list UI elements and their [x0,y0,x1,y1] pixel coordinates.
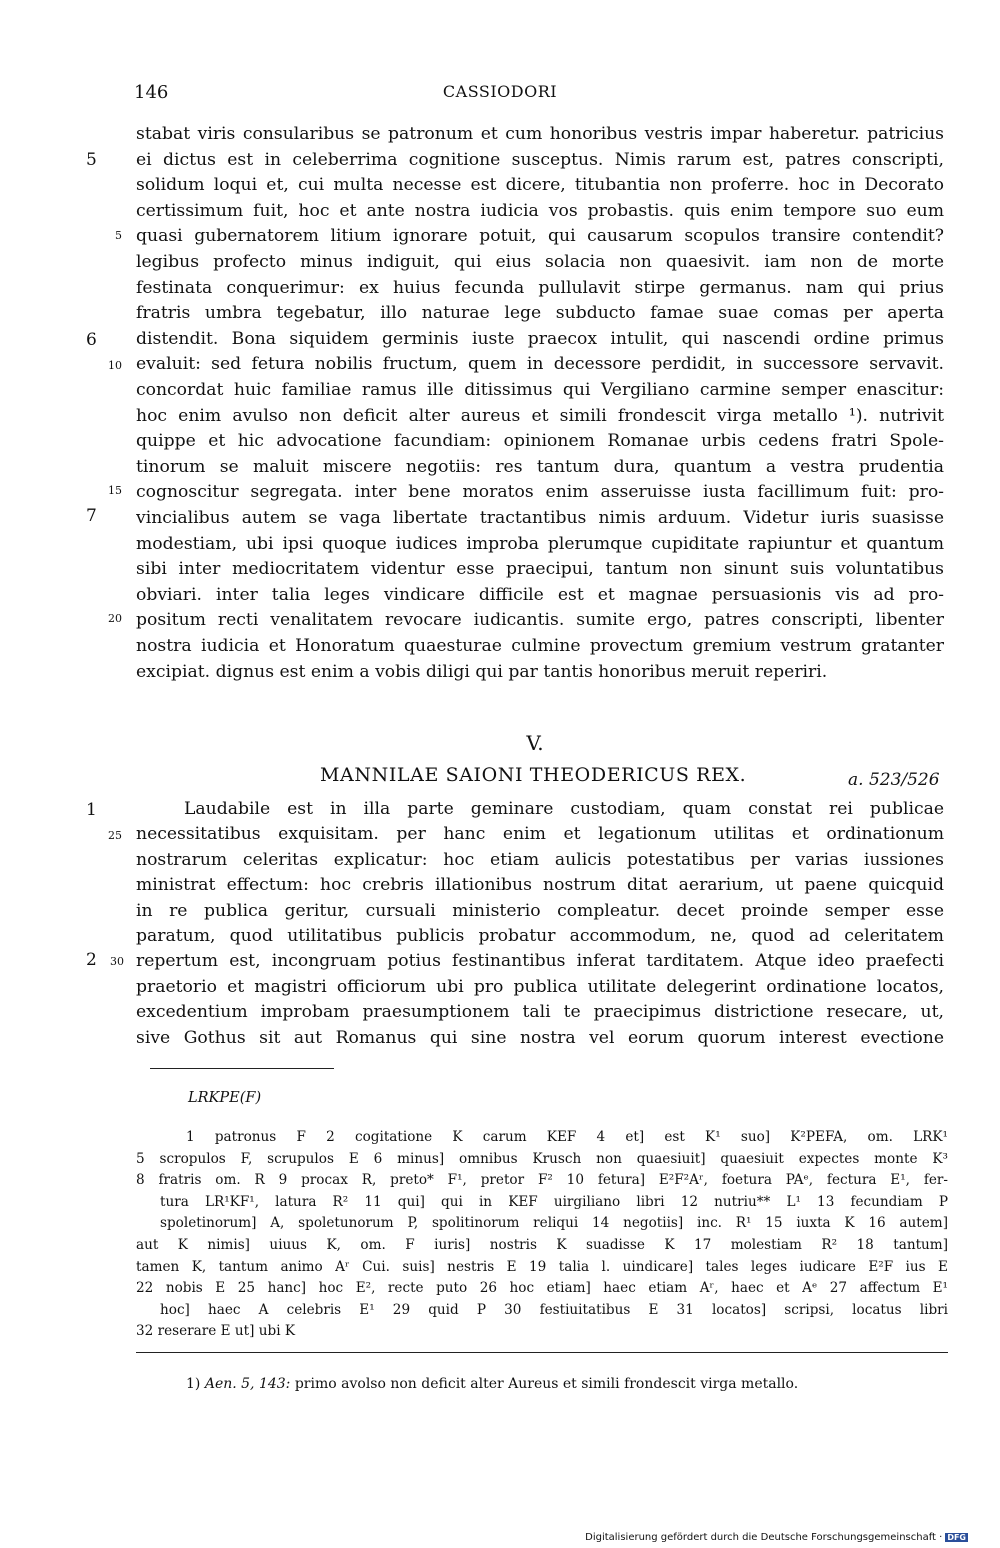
section-marker: 6 [86,330,97,350]
section-marker: 5 [86,150,97,170]
letter-line: praetorio et magistri officiorum ubi pro publica utilitate delegerint ordinatione locatos, [136,976,944,997]
footnote-source: Aen. 5, 143: [204,1376,291,1392]
text-line: cognoscitur segregata. inter bene moratos enim asseruisse iusta facillimum fuit: pro- [136,482,944,503]
text-line: fratris umbra tegebatur, illo naturae lege subducto famae suae comas per aperta [136,303,944,324]
apparatus-line: 8 fratris om. R 9 procax R, preto* F¹, pretor F² 10 fetura] E²F²Aʳ, foetura PAᵉ, fectura E¹, fer- [136,1172,948,1189]
apparatus-line: 1 patronus F 2 cogitatione K carum KEF 4 et] est K¹ suo] K²PEFA, om. LRK¹ [186,1129,948,1145]
letter-line: necessitatibus exquisitam. per hanc enim et legationum utilitas et ordinationum [136,824,944,845]
footnote [186,1376,798,1392]
letter-date: a. 523/526 [848,770,940,790]
apparatus-line: 5 scropulos F, scrupulos E 6 minus] omnibus Krusch non quaesiuit] quaesiuit expectes monte K³ [136,1150,948,1167]
letter-number: V. [526,731,544,755]
section-marker: 1 [86,800,97,820]
letter-line: ministrat effectum: hoc crebris illationibus nostrum ditat aerarium, ut paene quicquid [136,875,944,896]
text-line: positum recti venalitatem revocare iudicantis. sumite ergo, patres conscripti, libenter [136,610,944,631]
text-line: obviari. inter talia leges vindicare difficile est et magnae persuasionis vis ad pro- [136,584,944,605]
line-marker: 15 [108,484,122,497]
apparatus-sigla: LRKPE(F) [188,1090,262,1106]
apparatus-line: 22 nobis E 25 hanc] hoc E², recte puto 26 hoc etiam] haec etiam Aʳ, haec et Aᵉ 27 affectum E¹ [136,1280,948,1297]
line-marker: 10 [108,359,122,372]
text-line: legibus profecto minus indiguit, qui eius solacia non quaesivit. iam non de morte [136,252,944,272]
text-line: excipiat. dignus est enim a vobis diligi qui par tantis honoribus meruit reperiri. [136,661,828,682]
line-marker: 20 [108,612,122,625]
text-line: tinorum se maluit miscere negotiis: res tantum dura, quantum a vestra prudentia [136,456,944,477]
section-marker: 2 [86,950,97,970]
text-line: solidum loqui et, cui multa necesse est dicere, titubantia non proferre. hoc in Decorato [136,175,944,196]
text-line: nostra iudicia et Honoratum quaesturae culmine provectum gremium vestrum gratanter [136,636,944,656]
letter-line: in re publica geritur, cursuali ministerio compleatur. decet proinde semper esse [136,900,944,921]
letter-title: MANNILAE SAIONI THEODERICUS REX. [320,764,747,786]
apparatus-line: spoletinorum] A, spoletunorum P, spolitinorum reliqui 14 negotiis] inc. R¹ 15 iuxta K 16 autem] [160,1215,948,1232]
text-line: distendit. Bona siquidem germinis iuste praecox intulit, qui nascendi ordine primus [136,328,944,349]
page-number: 146 [134,82,169,103]
line-marker: 30 [110,955,124,968]
apparatus-rule [150,1068,334,1069]
text-line: ei dictus est in celeberrima cognitione susceptus. Nimis rarum est, patres conscripti, [136,149,944,170]
apparatus-line: 32 reserare E ut] ubi K [136,1323,296,1340]
text-line: evaluit: sed fetura nobilis fructum, quem in decessore perdidit, in successore servavit. [136,354,944,375]
text-line: certissimum fuit, hoc et ante nostra iudicia vos probastis. quis enim tempore suo eum [136,200,944,221]
apparatus-line: tura LR¹KF¹, latura R² 11 qui] qui in KEF uirgiliano libri 12 nutriu** L¹ 13 fecundiam P [160,1193,948,1210]
line-marker: 25 [108,829,122,842]
apparatus-line: hoc] haec A celebris E¹ 29 quid P 30 festiuitatibus E 31 locatos] scripsi, locatus libri [160,1301,948,1318]
text-line: hoc enim avulso non deficit alter aureus et simili frondescit virga metallo ¹). nutrivit [136,405,944,426]
letter-line: sive Gothus sit aut Romanus qui sine nostra vel eorum quorum interest evectione [136,1027,944,1048]
text-line: stabat viris consularibus se patronum et cum honoribus vestris impar haberetur. patricius [136,124,944,144]
text-line: concordat huic familiae ramus ille ditissimus qui Vergiliano carmine semper enascitur: [136,380,944,400]
running-title: CASSIODORI [442,82,558,101]
letter-line: nostrarum celeritas explicatur: hoc etiam aulicis potestatibus per varias iussiones [136,849,944,870]
text-line: vincialibus autem se vaga libertate tractantibus nimis arduum. Videtur iuris suasisse [136,508,944,528]
credit-text: Digitalisierung gefördert durch die Deutsche Forschungsgemeinschaft · [585,1532,943,1543]
letter-line: repertum est, incongruam potius festinantibus inferat tarditatem. Atque ideo praefecti [136,951,944,972]
text-line: quasi gubernatorem litium ignorare potuit, qui causarum scopulos transire contendit? [136,226,944,247]
letter-line: paratum, quod utilitatibus publicis probatur accommodum, ne, quod ad celeritatem [136,926,944,946]
section-marker: 7 [86,506,97,526]
dfg-logo: DFG [947,1533,966,1542]
text-line: sibi inter mediocritatem videntur esse praecipui, tantum non sinunt suis voluntatibus [136,559,944,580]
digitization-credit [585,1532,968,1543]
letter-line: Laudabile est in illa parte geminare custodiam, quam constat rei publicae [184,799,944,819]
text-line: modestiam, ubi ipsi quoque iudices improba plerumque cupiditate rapiuntur et quantum [136,533,944,554]
text-line: festinata conquerimur: ex huius fecunda pullulavit stirpe germanus. nam qui prius [136,277,944,298]
footnote-text: primo avolso non deficit alter Aureus et simili frondescit virga metallo. [294,1376,799,1392]
footnote-rule [136,1352,948,1353]
footnote-marker: 1) [186,1376,201,1392]
line-marker: 5 [115,229,122,242]
apparatus-line: tamen K, tantum animo Aʳ Cui. suis] nestris E 19 talia l. uindicare] tales leges iudicare E²F ius E [136,1258,948,1275]
apparatus-line: aut K nimis] uiuus K, om. F iuris] nostris K suadisse K 17 molestiam R² 18 tantum] [136,1237,948,1253]
letter-line: excedentium improbam praesumptionem tali te praecipimus districtione resecare, ut, [136,1002,944,1023]
text-line: quippe et hic advocatione facundiam: opinionem Romanae urbis cedens fratri Spole- [136,431,944,452]
